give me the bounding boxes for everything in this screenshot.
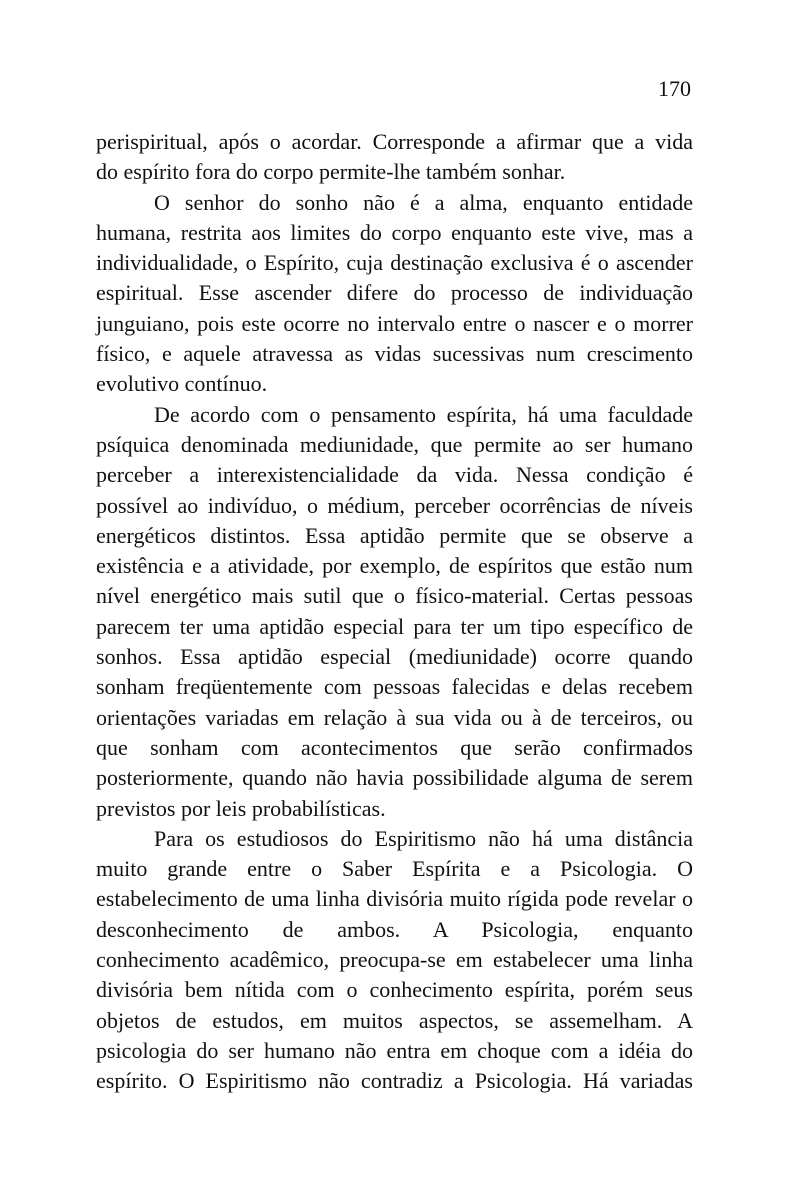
text-line: do espírito fora do corpo permite-lhe também sonhar. [96,159,566,185]
text-line: espírito. O Espiritismo não contradiz a Psicologia. Há variadas [96,1068,693,1094]
text-line: espiritual. Esse ascender difere do processo de individuação [96,280,693,306]
text-line: parecem ter uma aptidão especial para ter um tipo específico de [96,613,693,639]
text-line: orientações variadas em relação à sua vida ou à de terceiros, ou [96,704,693,730]
body-text [96,127,693,1097]
text-line: possível ao indivíduo, o médium, perceber ocorrências de níveis [96,492,693,518]
text-line: posteriormente, quando não havia possibilidade alguma de serem [96,765,693,791]
text-line: que sonham com acontecimentos que serão confirmados [96,734,693,760]
text-line: individualidade, o Espírito, cuja destinação exclusiva é o ascender [96,250,693,276]
text-line: evolutivo contínuo. [96,371,268,397]
text-line: sonhos. Essa aptidão especial (mediunidade) ocorre quando [96,644,693,670]
text-line: humana, restrita aos limites do corpo enquanto este vive, mas a [96,219,693,245]
text-line: O senhor do sonho não é a alma, enquanto entidade [154,189,693,215]
text-line: De acordo com o pensamento espírita, há uma faculdade [154,401,693,427]
text-line: perceber a interexistencialidade da vida. Nessa condição é [96,462,693,488]
text-line: nível energético mais sutil que o físico-material. Certas pessoas [96,583,693,609]
paragraph [96,188,693,400]
paragraph [96,824,693,1097]
text-line: existência e a atividade, por exemplo, de espíritos que estão num [96,553,693,579]
text-line: objetos de estudos, em muitos aspectos, se assemelham. A [96,1007,693,1033]
text-line: conhecimento acadêmico, preocupa-se em estabelecer uma linha [96,947,693,973]
text-line: psicologia do ser humano não entra em choque com a idéia do [96,1037,693,1063]
text-line: junguiano, pois este ocorre no intervalo entre o nascer e o morrer [96,310,693,336]
text-line: muito grande entre o Saber Espírita e a Psicologia. O [96,856,693,882]
text-line: físico, e aquele atravessa as vidas sucessivas num crescimento [96,341,693,367]
text-line: estabelecimento de uma linha divisória muito rígida pode revelar o [96,886,693,912]
text-line: previstos por leis probabilísticas. [96,795,386,821]
text-line: desconhecimento de ambos. A Psicologia, enquanto [96,916,693,942]
text-line: perispiritual, após o acordar. Corresponde a afirmar que a vida [96,129,693,154]
page-number: 170 [658,76,691,101]
paragraph [96,400,693,824]
text-line: sonham freqüentemente com pessoas falecidas e delas recebem [96,674,693,700]
text-line: divisória bem nítida com o conhecimento espírita, porém seus [96,977,693,1003]
text-line: psíquica denominada mediunidade, que permite ao ser humano [96,431,693,457]
text-line: Para os estudiosos do Espiritismo não há uma distância [154,825,693,851]
paragraph [96,127,693,188]
text-line: energéticos distintos. Essa aptidão permite que se observe a [96,522,693,548]
